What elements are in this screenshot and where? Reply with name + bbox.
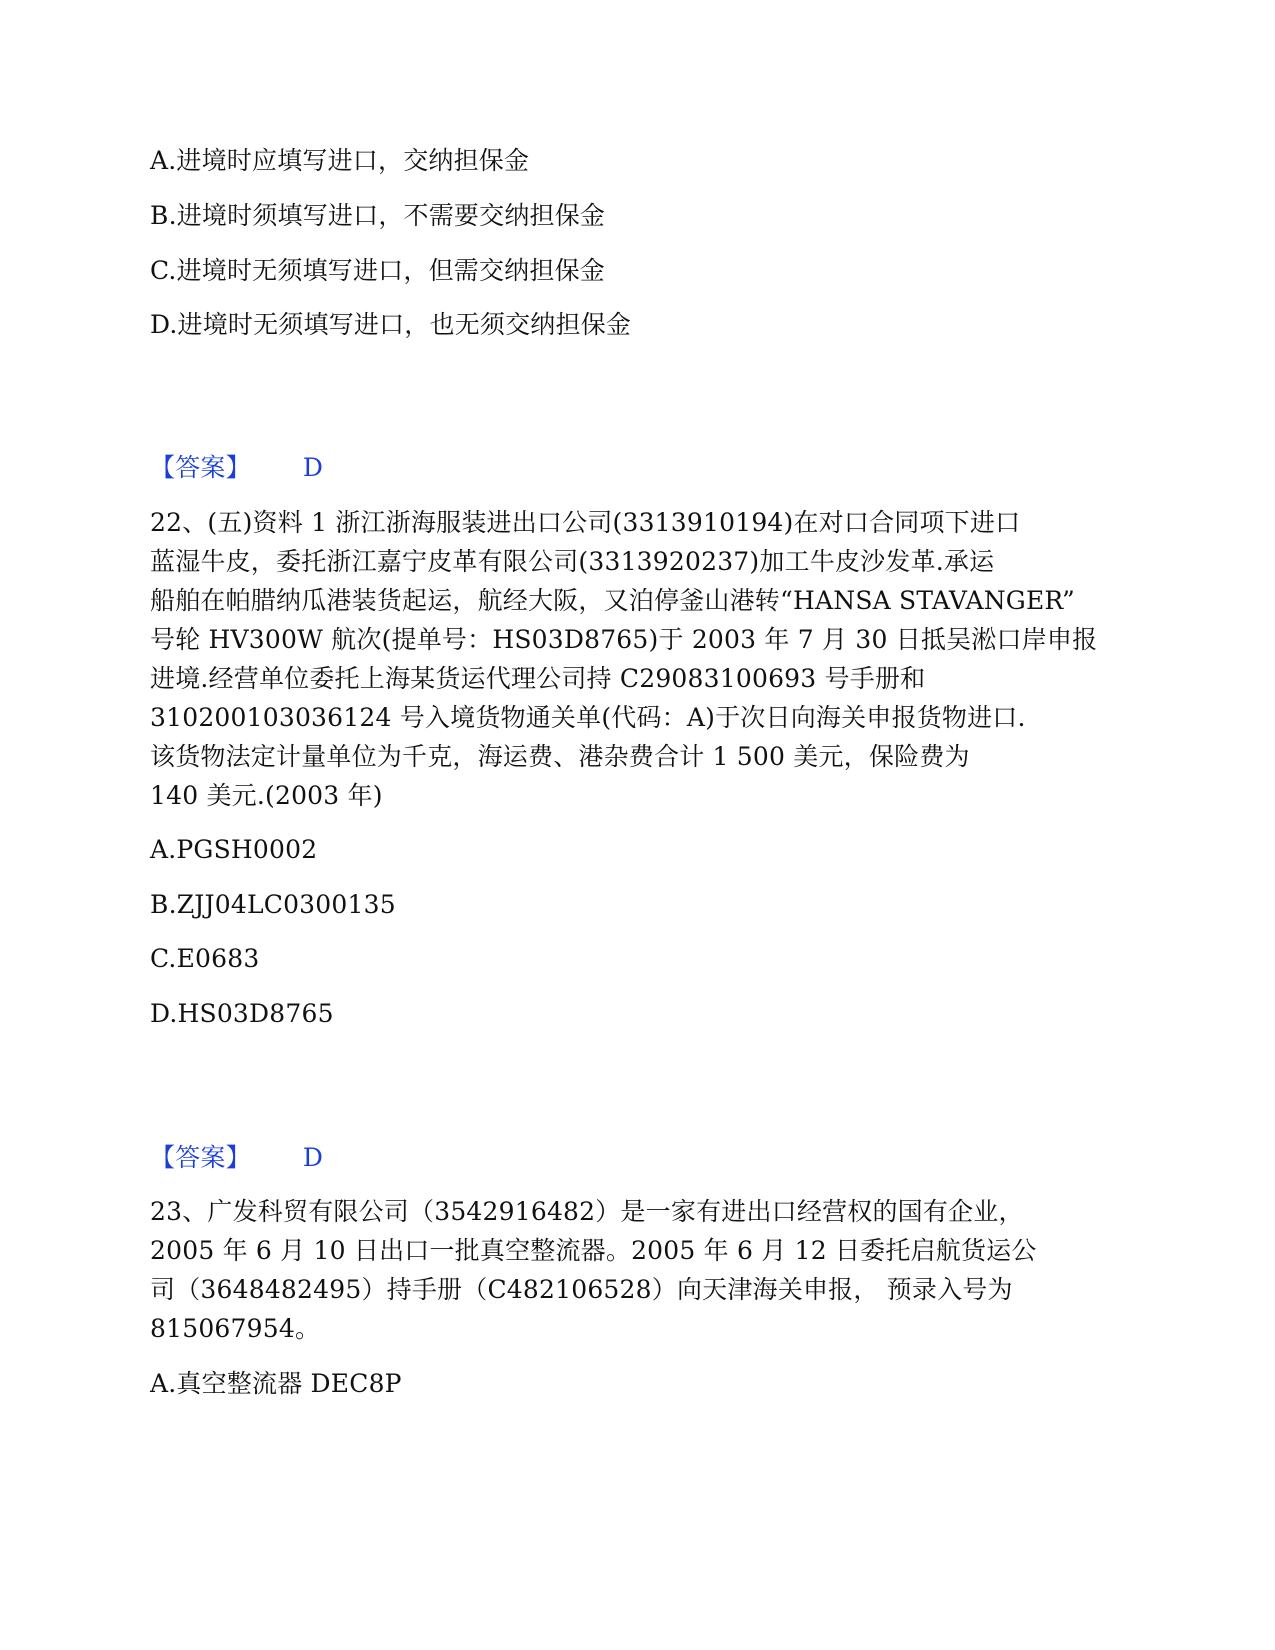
answer-value: D	[302, 1143, 324, 1172]
q22-stem-line: 140 美元.(2003 年)	[150, 781, 383, 810]
q22-answer	[150, 1143, 323, 1173]
q21-option-d: D.进境时无须填写进口，也无须交纳担保金	[150, 310, 632, 339]
q22-stem-line: 号轮 HV300W 航次(提单号：HS03D8765)于 2003 年 7 月 30 日抵吴淞口岸申报	[150, 625, 1098, 654]
q22-stem-line: 进境.经营单位委托上海某货运代理公司持 C29083100693 号手册和	[150, 664, 926, 693]
q23-stem-line: 815067954。	[150, 1314, 321, 1343]
q23-stem-line: 司（3648482495）持手册（C482106528）向天津海关申报， 预录入号为	[150, 1275, 1013, 1304]
q22-stem-line: 310200103036124 号入境货物通关单(代码：A)于次日向海关申报货物进口.	[150, 703, 1026, 732]
q22-option-d: D.HS03D8765	[150, 999, 334, 1028]
q21-option-b: B.进境时须填写进口，不需要交纳担保金	[150, 201, 606, 230]
q22-option-b: B.ZJJ04LC0300135	[150, 890, 396, 919]
answer-label: 【答案】	[150, 1143, 251, 1172]
q21-option-c: C.进境时无须填写进口，但需交纳担保金	[150, 256, 605, 285]
q22-stem-line: 船舶在帕腊纳瓜港装货起运，航经大阪，又泊停釜山港转“HANSA STAVANGER”	[150, 586, 1076, 615]
q22-stem-line: 22、(五)资料 1 浙江浙海服装进出口公司(3313910194)在对口合同项下进口	[150, 508, 1021, 537]
q23-stem-line: 2005 年 6 月 10 日出口一批真空整流器。2005 年 6 月 12 日委托启航货运公	[150, 1236, 1037, 1265]
q22-stem-line: 该货物法定计量单位为千克，海运费、港杂费合计 1 500 美元，保险费为	[150, 742, 970, 771]
q22-option-c: C.E0683	[150, 944, 260, 973]
q22-stem-line: 蓝湿牛皮，委托浙江嘉宁皮革有限公司(3313920237)加工牛皮沙发革.承运	[150, 547, 995, 576]
answer-value: D	[302, 453, 324, 482]
q23-option-a: A.真空整流器 DEC8P	[150, 1369, 402, 1398]
q22-option-a: A.PGSH0002	[150, 835, 318, 864]
answer-label: 【答案】	[150, 453, 251, 482]
q23-stem-line: 23、广发科贸有限公司（3542916482）是一家有进出口经营权的国有企业，	[150, 1197, 1024, 1226]
q21-option-a: A.进境时应填写进口，交纳担保金	[150, 146, 530, 175]
q21-answer	[150, 453, 323, 483]
